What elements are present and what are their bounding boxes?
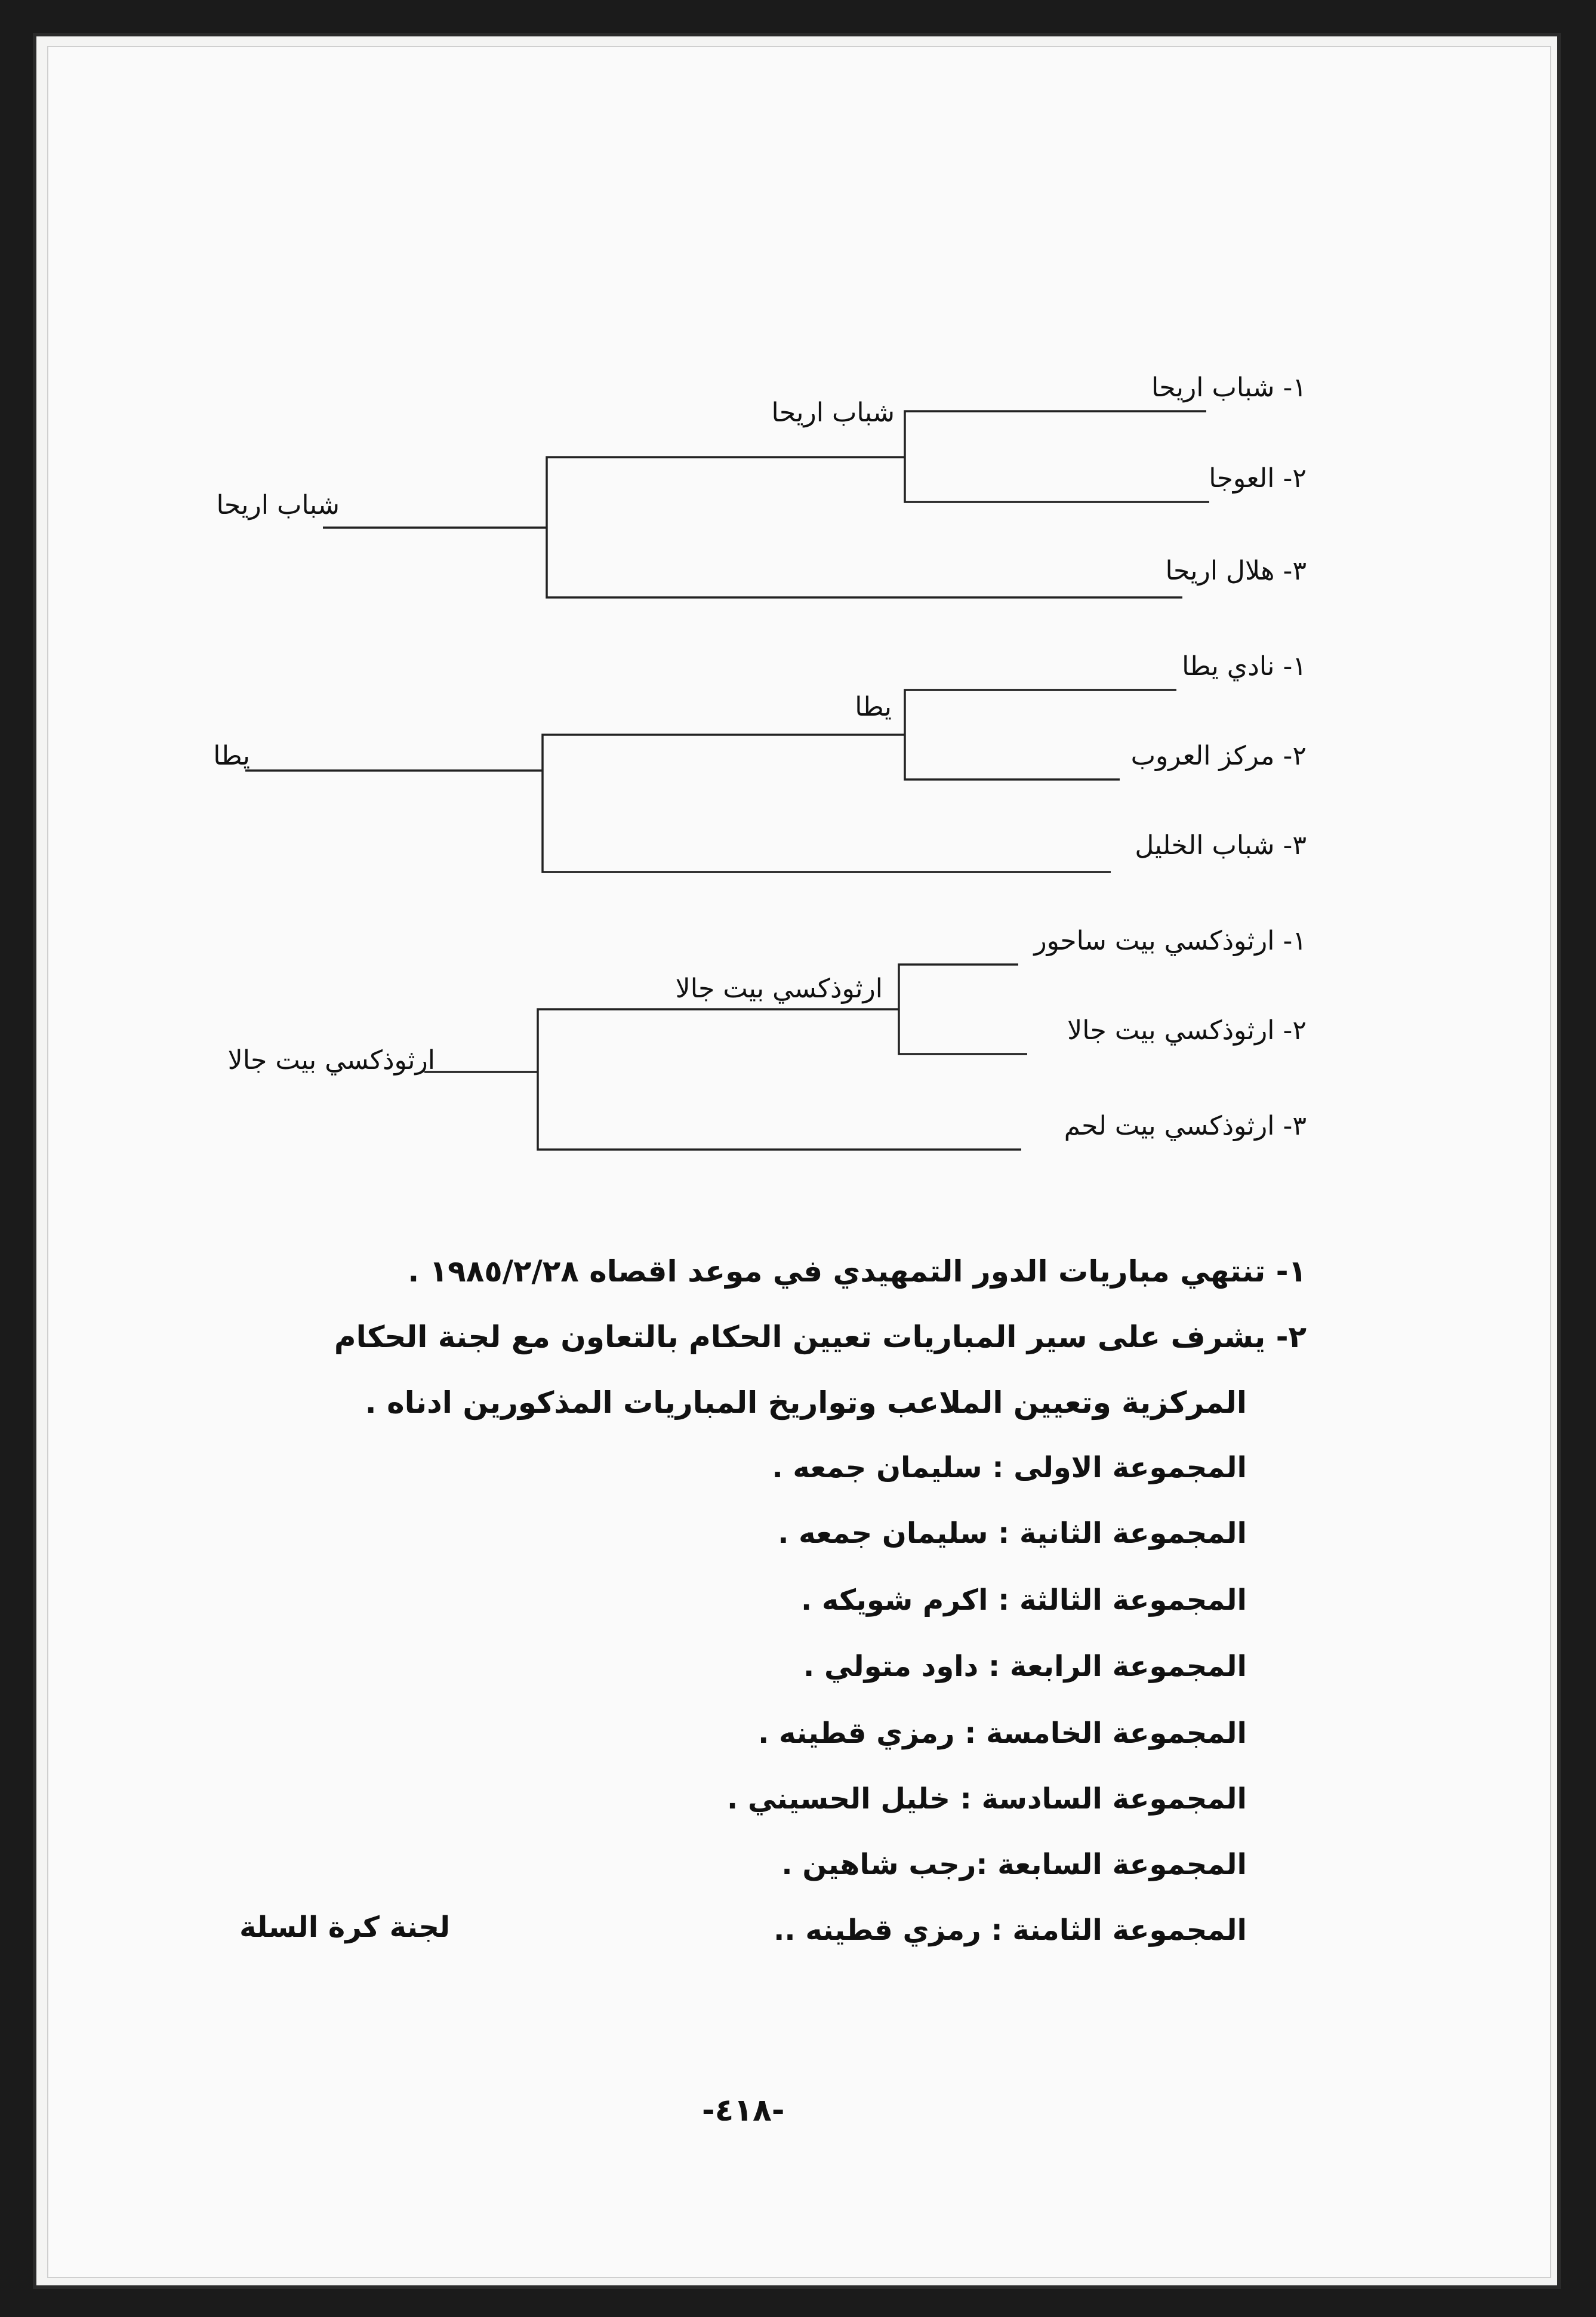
group-5: المجموعة الخامسة : رمزي قطينه . (758, 1717, 1247, 1750)
bracket1-team-2: ٢- العوجا (1209, 463, 1307, 494)
bracket1-lines (323, 411, 1209, 597)
group-8: المجموعة الثامنة : رمزي قطينه .. (774, 1914, 1247, 1947)
bracket3-team-2: ٢- ارثوذكسي بيت جالا (1067, 1015, 1307, 1046)
signature: لجنة كرة السلة (239, 1911, 450, 1944)
group-2: المجموعة الثانية : سليمان جمعه . (778, 1517, 1247, 1550)
bracket3-team-3: ٣- ارثوذكسي بيت لحم (1064, 1111, 1307, 1141)
rule-2-line-1: ٢- يشرف على سير المباريات تعيين الحكام بالتعاون مع لجنة الحكام (334, 1320, 1307, 1354)
group-3: المجموعة الثالثة : اكرم شويكه . (801, 1583, 1247, 1617)
bracket2-semi-winner: يطا (855, 692, 892, 722)
group-6: المجموعة السادسة : خليل الحسيني . (727, 1782, 1247, 1816)
bracket-lines (36, 36, 1561, 2289)
bracket2-lines (245, 690, 1176, 872)
bracket1-team-3: ٣- هلال اريحا (1165, 556, 1307, 586)
group-1: المجموعة الاولى : سليمان جمعه . (772, 1451, 1247, 1484)
bracket2-final-winner: يطا (213, 741, 250, 771)
bracket2-team-2: ٢- مركز العروب (1130, 741, 1307, 771)
rule-1: ١- تنتهي مباريات الدور التمهيدي في موعد اقصاه ١٩٨٥/٢/٢٨ . (408, 1254, 1307, 1289)
bracket1-semi-winner: شباب اريحا (771, 398, 895, 428)
rule-2-line-2: المركزية وتعيين الملاعب وتواريخ المباريات المذكورين ادناه . (365, 1385, 1247, 1420)
group-4: المجموعة الرابعة : داود متولي . (803, 1650, 1247, 1683)
bracket3-semi-winner: ارثوذكسي بيت جالا (675, 973, 883, 1004)
bracket1-team-1: ١- شباب اريحا (1151, 372, 1307, 403)
bracket3-team-1: ١- ارثوذكسي بيت ساحور (1034, 926, 1307, 956)
page-number: -٤١٨- (702, 2093, 785, 2128)
bracket3-final-winner: ارثوذكسي بيت جالا (227, 1045, 435, 1076)
bracket1-final-winner: شباب اريحا (216, 490, 340, 520)
bracket2-team-3: ٣- شباب الخليل (1135, 830, 1307, 861)
scanned-page (33, 33, 1561, 2289)
bracket2-team-1: ١- نادي يطا (1182, 651, 1307, 682)
group-7: المجموعة السابعة :رجب شاهين . (781, 1848, 1247, 1881)
